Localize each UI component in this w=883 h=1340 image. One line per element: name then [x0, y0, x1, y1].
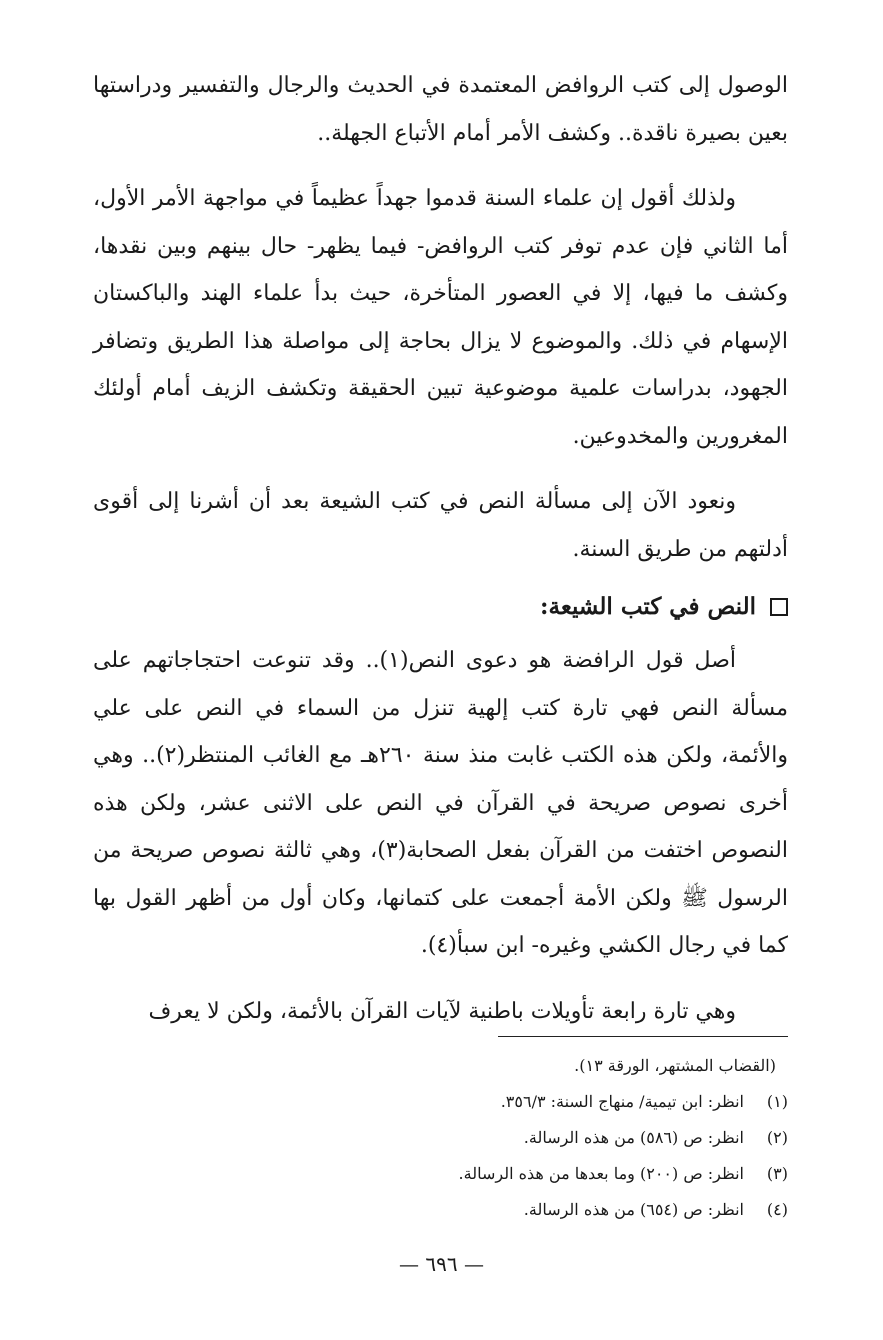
footnote-number: (٤)	[766, 1200, 788, 1219]
footnotes	[93, 1048, 788, 1228]
footnote-number: (٢)	[766, 1128, 788, 1147]
footnote-text: انظر: ص (٢٠٠) وما بعدها من هذه الرسالة.	[458, 1164, 744, 1183]
paragraph-5: وهي تارة رابعة تأويلات باطنية لآيات القرآن بالأئمة، ولكن لا يعرف	[148, 998, 736, 1024]
footnote-3	[93, 1156, 788, 1192]
page-number: — ٦٩٦ —	[399, 1252, 484, 1276]
paragraph-4: أصل قول الرافضة هو دعوى النص(١).. وقد تنوعت احتجاجاتهم على مسألة النص فهي تارة كتب إلهية تنزل من السماء في النص على علي والأئمة، ولكن هذه الكتب غابت منذ سنة ٢٦٠هـ مع الغائب المنتظر(٢).. وهي أخرى نصوص صريحة في القرآن في النص على الاثنى عشر، ولكن هذه النصوص اختفت من القرآن بفعل الصحابة(٣)، وهي ثالثة نصوص صريحة من الرسول ﷺ ولكن الأمة أجمعت على كتمانها، وكان أول من أظهر القول بها كما في رجال الكشي وغيره- ابن سبأ(٤).	[93, 648, 788, 958]
paragraph-3: ونعود الآن إلى مسألة النص في كتب الشيعة بعد أن أشرنا إلى أقوى أدلتهم من طريق السنة.	[93, 489, 788, 562]
section-heading	[93, 587, 788, 627]
section-heading-text: النص في كتب الشيعة:	[540, 593, 756, 620]
footnote-text: انظر: ابن تيمية/ منهاج السنة: ٣٥٦/٣.	[500, 1092, 744, 1111]
footnote-text: انظر: ص (٥٨٦) من هذه الرسالة.	[523, 1128, 744, 1147]
paragraph-1: الوصول إلى كتب الروافض المعتمدة في الحديث والرجال والتفسير ودراستها بعين بصيرة ناقدة.. وكشف الأمر أمام الأتباع الجهلة..	[93, 73, 788, 146]
footnote-number: (٣)	[766, 1164, 788, 1183]
square-bullet-icon	[770, 598, 788, 616]
paragraph-2: ولذلك أقول إن علماء السنة قدموا جهداً عظيماً في مواجهة الأمر الأول، أما الثاني فإن عدم توفر كتب الروافض- فيما يظهر- حال بينهم وبين نقدها، وكشف ما فيها، إلا في العصور المتأخرة، حيث بدأ علماء الهند والباكستان الإسهام في ذلك. والموضوع لا يزال بحاجة إلى مواصلة هذا الطريق وتضافر الجهود، بدراسات علمية موضوعية تبين الحقيقة وتكشف الزيف أمام أولئك المغرورين والمخدوعين.	[93, 186, 788, 449]
footnote-continuation: (القضاب المشتهر، الورقة ١٣).	[574, 1056, 776, 1075]
footnote-2	[93, 1120, 788, 1156]
footnote-4	[93, 1192, 788, 1228]
page-body	[93, 62, 788, 1053]
footnote-text: انظر: ص (٦٥٤) من هذه الرسالة.	[523, 1200, 744, 1219]
footnote-number: (١)	[766, 1092, 788, 1111]
footnote-divider	[498, 1036, 788, 1037]
footnote-1	[93, 1084, 788, 1120]
